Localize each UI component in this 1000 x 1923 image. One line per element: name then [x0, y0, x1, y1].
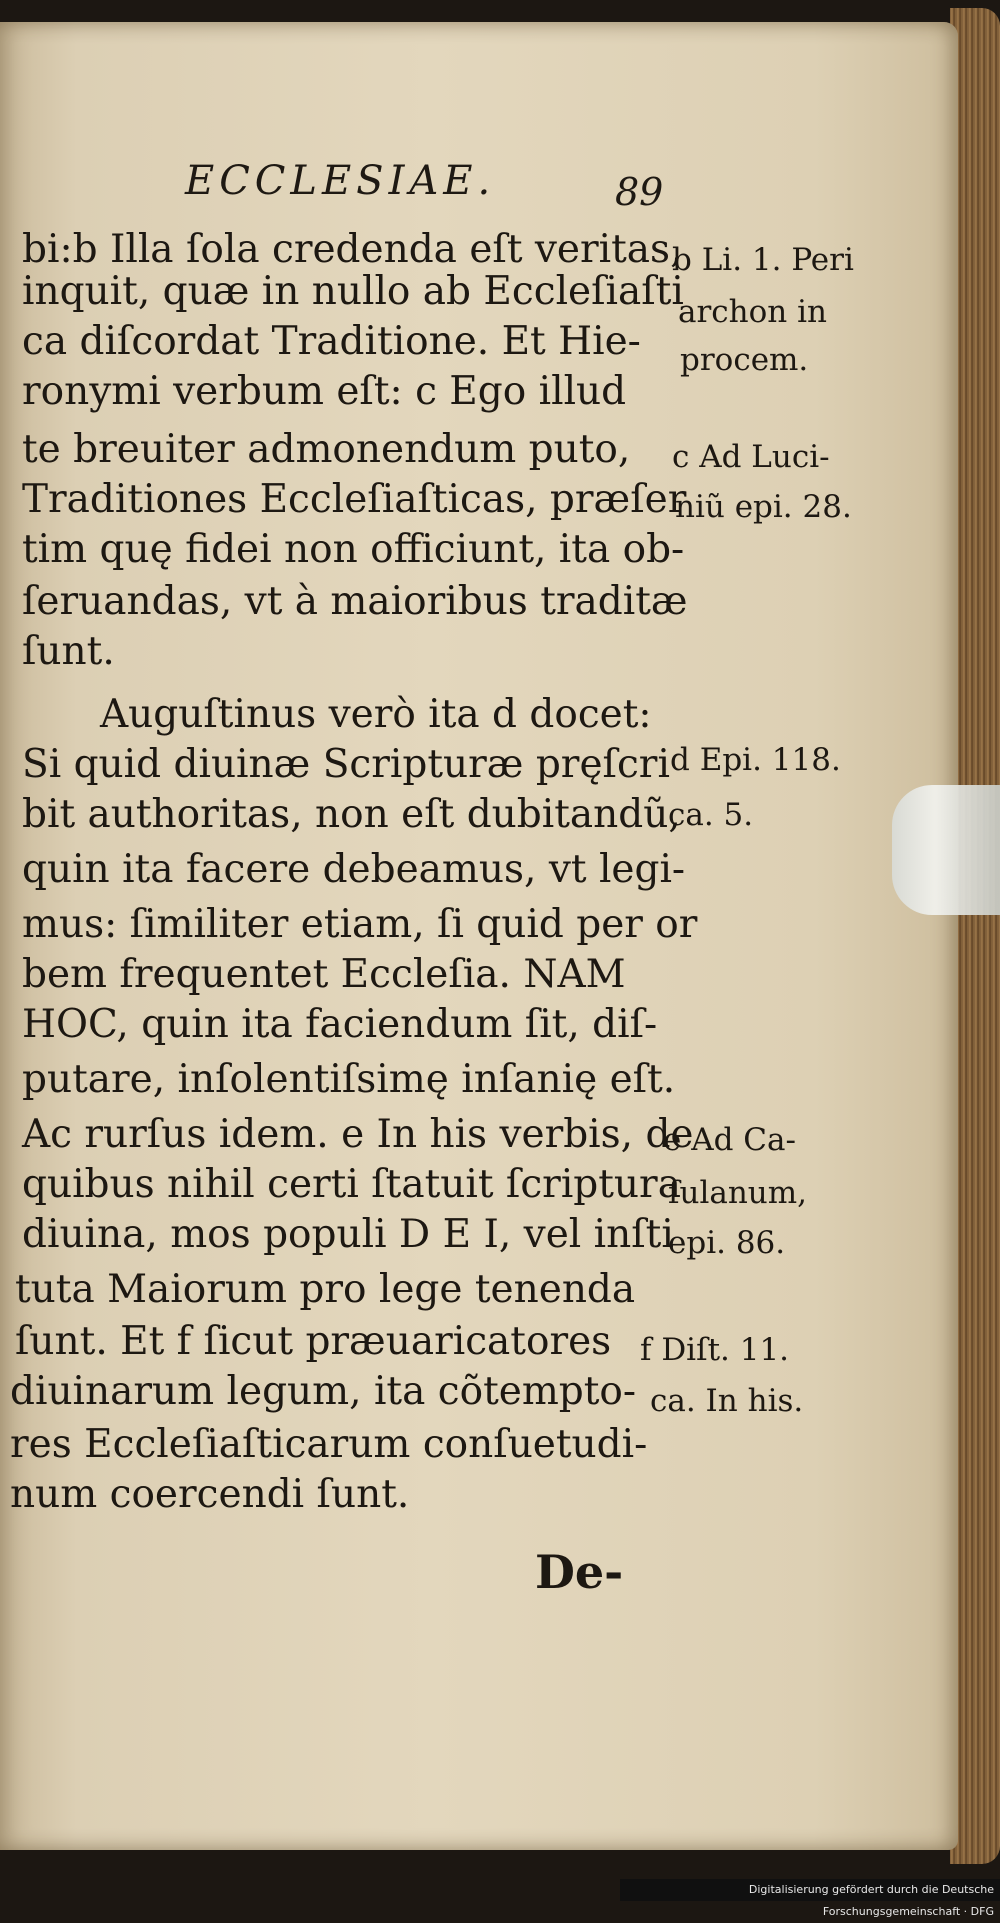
body-line: ca diſcordat Traditione. Et Hie-: [22, 319, 641, 364]
body-line: num coercendi ſunt.: [10, 1472, 410, 1517]
body-line: Si quid diuinæ Scripturæ pręſcri: [22, 742, 670, 787]
marginal-note: c Ad Luci-: [672, 439, 830, 475]
body-line: diuina, mos populi D E I, vel inſti: [22, 1212, 674, 1257]
marginal-note: b Li. 1. Peri: [672, 242, 854, 278]
marginal-note: epi. 86.: [668, 1225, 786, 1261]
body-line: quin ita facere debeamus, vt legi-: [22, 847, 686, 892]
marginal-note: ſulanum,: [668, 1175, 808, 1211]
body-line: quibus nihil certi ſtatuit ſcriptura: [22, 1162, 681, 1207]
page-clip: [892, 785, 1000, 915]
digitization-credit: Digitalisierung gefördert durch die Deutsche Forschungsgemeinschaft · DFG: [620, 1879, 1000, 1901]
body-line: res Eccleſiaſticarum conſuetudi-: [10, 1422, 648, 1467]
marginal-note: archon in: [678, 294, 827, 330]
body-line: ſeruandas, vt à maioribus traditæ: [22, 579, 688, 624]
running-head: ECCLESIAE.: [185, 158, 496, 204]
page-number: 89: [615, 170, 664, 214]
body-line: te breuiter admonendum puto,: [22, 427, 631, 472]
body-line: ronymi verbum eſt: c Ego illud: [22, 369, 627, 414]
body-line: putare, inſolentiſsimę inſanię eſt.: [22, 1057, 676, 1102]
marginal-note: procem.: [680, 342, 809, 378]
body-line: tuta Maiorum pro lege tenenda: [15, 1267, 636, 1312]
body-line: bi:b Illa ſola credenda eſt veritas,: [22, 227, 683, 272]
body-line: bit authoritas, non eſt dubitandũ,: [22, 792, 681, 837]
body-line: Traditiones Eccleſiaſticas, præſer: [22, 477, 687, 522]
marginal-note: d Epi. 118.: [670, 742, 841, 778]
body-line: tim quę fidei non officiunt, ita ob-: [22, 527, 685, 572]
body-line: ſunt.: [22, 629, 115, 674]
body-line: diuinarum legum, ita cõtempto-: [10, 1369, 637, 1414]
body-line: mus: ſimiliter etiam, ſi quid per or: [22, 902, 698, 947]
body-line: HOC, quin ita faciendum ſit, diſ-: [22, 1002, 658, 1047]
body-line: ſunt. Et f ſicut præuaricatores: [15, 1319, 612, 1364]
body-line: inquit, quæ in nullo ab Eccleſiaſti: [22, 269, 684, 314]
marginal-note: ca. In his.: [650, 1383, 804, 1419]
catchword: De-: [535, 1545, 624, 1599]
body-line: bem frequentet Eccleſia. NAM: [22, 952, 626, 997]
marginal-note: niũ epi. 28.: [675, 489, 852, 525]
marginal-note: ca. 5.: [668, 797, 754, 833]
body-line: Ac rurſus idem. e In his verbis, de: [22, 1112, 694, 1157]
body-line: Auguſtinus verò ita d docet:: [100, 692, 652, 737]
marginal-note: f Diſt. 11.: [640, 1332, 790, 1368]
marginal-note: e Ad Ca-: [663, 1122, 796, 1158]
